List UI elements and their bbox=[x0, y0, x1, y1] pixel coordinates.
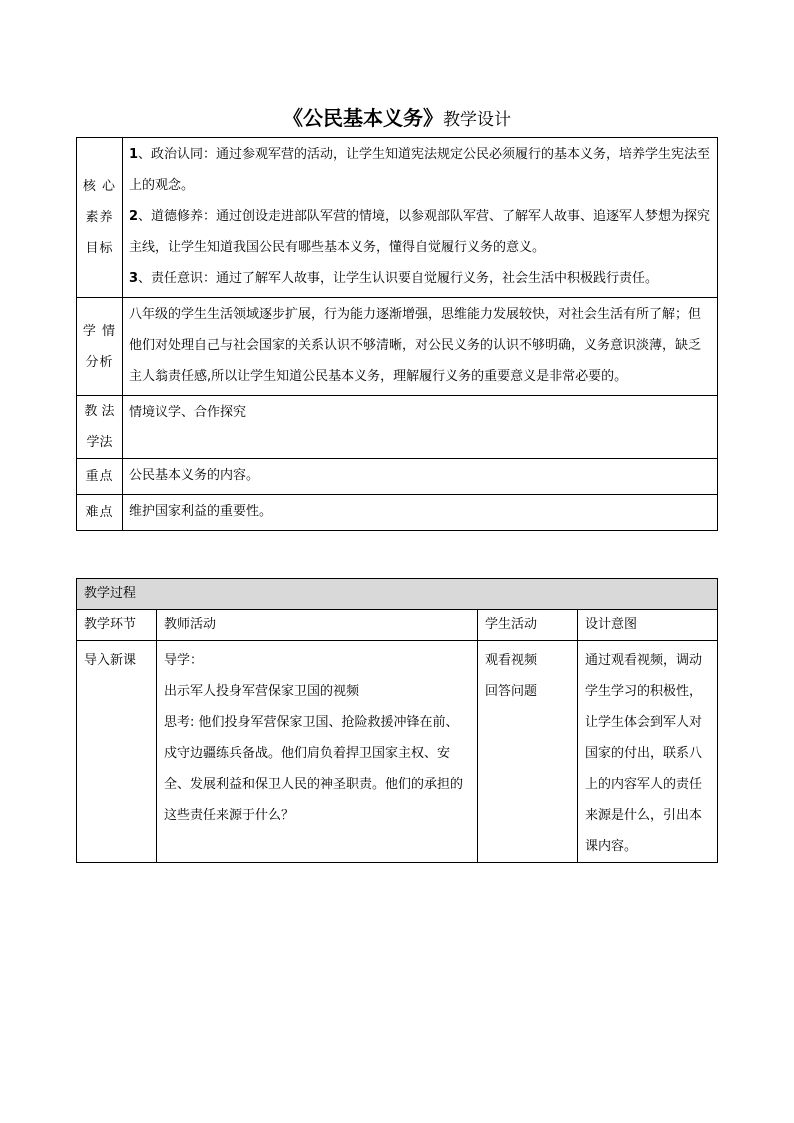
teacher-activity-line: 出示军人投身军营保家卫国的视频 bbox=[164, 684, 360, 699]
design-intent-cell: 通过观看视频，调动学生学习的积极性，让学生体会到军人对国家的付出，联系八上的内容军人的责任来源是什么，引出本课内容。 bbox=[578, 641, 718, 863]
document-title bbox=[0, 104, 794, 134]
method-label-line: 学法 bbox=[86, 435, 113, 450]
student-activity-line: 回答问题 bbox=[485, 684, 538, 699]
core-label-line: 素养 bbox=[85, 210, 114, 225]
method-content: 情境议学、合作探究 bbox=[123, 396, 718, 459]
core-label bbox=[77, 138, 123, 298]
student-activity-line: 观看视频 bbox=[485, 653, 538, 668]
title-main: 《公民基本义务》 bbox=[283, 106, 443, 130]
process-row bbox=[77, 641, 718, 863]
process-header-row bbox=[77, 579, 718, 610]
process-header: 教学过程 bbox=[77, 579, 718, 610]
analysis-row bbox=[77, 298, 718, 396]
core-label-line: 目标 bbox=[85, 241, 114, 256]
method-row bbox=[77, 396, 718, 459]
core-item-text: 、责任意识：通过了解军人故事，让学生认识要自觉履行义务，社会生活中积极践行责任。 bbox=[138, 271, 659, 286]
key-point-content: 公民基本义务的内容。 bbox=[123, 459, 718, 495]
teacher-activity-line: 导学： bbox=[164, 653, 204, 668]
core-item bbox=[129, 263, 711, 294]
analysis-content: 八年级的学生生活领域逐步扩展，行为能力逐渐增强，思维能力发展较快，对社会生活有所了解；但他们对处理自己与社会国家的关系认识不够清晰，对公民义务的认识不够明确，义务意识淡薄，缺乏主人翁责任感,所以让学生知道公民基本义务，理解履行义务的重要意义是非常必要的。 bbox=[123, 298, 718, 396]
core-item-number: 1 bbox=[129, 147, 139, 162]
difficulty-content: 维护国家利益的重要性。 bbox=[123, 495, 718, 531]
student-activity-cell bbox=[478, 641, 578, 863]
core-label-line: 核 心 bbox=[82, 179, 117, 194]
teacher-activity-line: 思考: 他们投身军营保家卫国、抢险救援冲锋在前、戍守边疆练兵备战。他们肩负着捍卫国家主权、安全、发展利益和保卫人民的神圣职责。他们的承担的这些责任来源于什么？ bbox=[164, 715, 464, 823]
key-point-row bbox=[77, 459, 718, 495]
analysis-label-line: 学 情 bbox=[82, 323, 117, 339]
stage-cell: 导入新课 bbox=[77, 641, 157, 863]
teacher-activity-cell bbox=[157, 641, 478, 863]
core-item-number: 3 bbox=[129, 271, 139, 286]
process-columns-row bbox=[77, 610, 718, 641]
column-header-intent: 设计意图 bbox=[578, 610, 718, 641]
column-header-teacher: 教师活动 bbox=[157, 610, 478, 641]
key-point-label: 重点 bbox=[77, 459, 123, 495]
title-sub: 教学设计 bbox=[443, 110, 511, 130]
difficulty-label: 难点 bbox=[77, 495, 123, 531]
core-item-number: 2 bbox=[129, 209, 139, 224]
method-label-line: 教 法 bbox=[84, 404, 115, 419]
core-item-text: 、政治认同：通过参观军营的活动，让学生知道宪法规定公民必须履行的基本义务，培养学生宪法至上的观念。 bbox=[129, 147, 711, 193]
core-item bbox=[129, 201, 711, 263]
core-content bbox=[123, 138, 718, 298]
difficulty-row bbox=[77, 495, 718, 531]
column-header-student: 学生活动 bbox=[478, 610, 578, 641]
process-table bbox=[76, 578, 718, 863]
core-item-text: 、道德修养：通过创设走进部队军营的情境，以参观部队军营、了解军人故事、追逐军人梦想为探究主线，让学生知道我国公民有哪些基本义务，懂得自觉履行义务的意义。 bbox=[129, 209, 711, 255]
core-item bbox=[129, 139, 711, 201]
column-header-stage: 教学环节 bbox=[77, 610, 157, 641]
core-row bbox=[77, 138, 718, 298]
analysis-label-line: 分析 bbox=[85, 354, 114, 370]
analysis-label bbox=[77, 298, 123, 396]
overview-table bbox=[76, 137, 718, 531]
method-label bbox=[77, 396, 123, 459]
